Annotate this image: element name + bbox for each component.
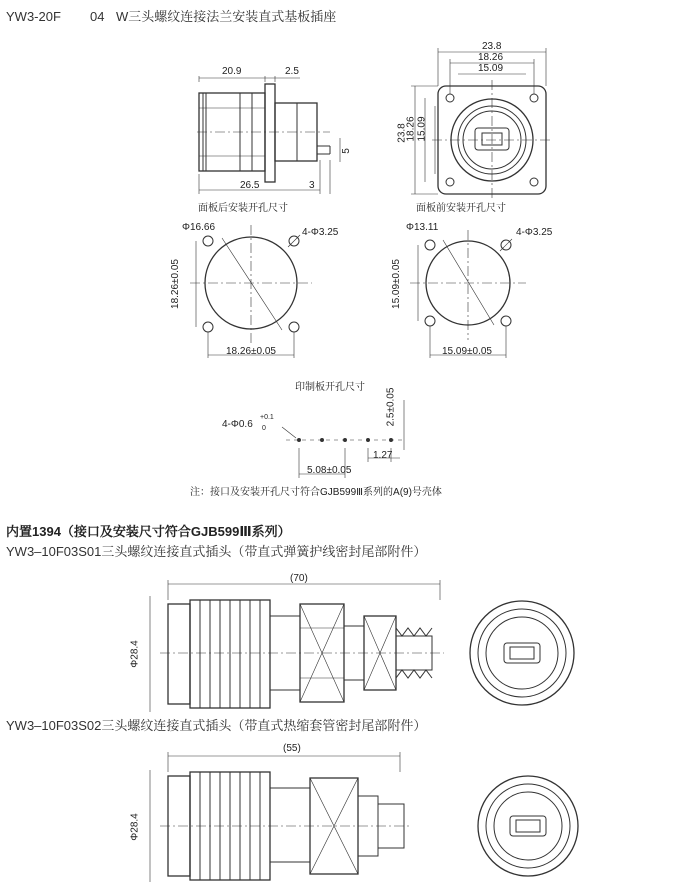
dim-23-8-side: 23.8 <box>396 123 408 143</box>
rear-horizontal: 18.26±0.05 <box>226 346 276 357</box>
dim-18-26-side: 18.26 <box>405 116 417 142</box>
plug2-title: YW3–10F03S02三头螺纹连接直式插头（带直式热缩套管密封尾部附件） <box>6 718 427 733</box>
rear-cutout-title: 面板后安装开孔尺寸 <box>198 203 288 214</box>
front-cutout-title: 面板前安装开孔尺寸 <box>416 203 506 214</box>
header-description: W三头螺纹连接法兰安装直式基板插座 <box>116 9 337 24</box>
plug1-drawing <box>150 580 574 712</box>
plug1-diameter: Φ28.4 <box>129 640 141 668</box>
header-code: 04 <box>90 9 105 24</box>
dim-20-9: 20.9 <box>222 66 242 77</box>
plug1-length: (70) <box>290 573 308 584</box>
dim-23-8-top: 23.8 <box>482 41 502 52</box>
socket-side-view <box>197 76 340 194</box>
front-diameter: Φ13.11 <box>406 222 439 233</box>
pcb-holes: 4-Φ0.6 <box>222 419 253 430</box>
rear-cutout-drawing <box>190 225 312 358</box>
front-holes: 4-Φ3.25 <box>516 227 553 238</box>
plug2-length: (55) <box>283 743 301 754</box>
pcb-title: 印制板开孔尺寸 <box>295 382 365 393</box>
rear-diameter: Φ16.66 <box>182 222 216 233</box>
dim-15-09-side: 15.09 <box>416 116 428 142</box>
pcb-dim-1-27: 1.27 <box>373 450 393 461</box>
rear-holes: 4-Φ3.25 <box>302 227 339 238</box>
dim-2-5: 2.5 <box>285 66 299 77</box>
section2-title: 内置1394（接口及安装尺寸符合GJB599Ⅲ系列） <box>6 524 291 539</box>
dim-18-26-top: 18.26 <box>478 52 504 63</box>
pcb-dim-5-08: 5.08±0.05 <box>307 465 352 476</box>
rear-vertical: 18.26±0.05 <box>169 259 181 309</box>
plug2-diameter: Φ28.4 <box>129 813 141 841</box>
dim-3: 3 <box>309 180 315 191</box>
front-cutout-drawing <box>410 230 526 358</box>
pcb-tol-lower: 0 <box>262 425 266 432</box>
dim-26-5: 26.5 <box>240 180 260 191</box>
front-horizontal: 15.09±0.05 <box>442 346 492 357</box>
plug1-title: YW3–10F03S01三头螺纹连接直式插头（带直式弹簧护线密封尾部附件） <box>6 544 427 559</box>
front-vertical: 15.09±0.05 <box>390 259 402 309</box>
header-model: YW3-20F <box>6 9 61 24</box>
pcb-tol-upper: +0.1 <box>260 414 274 421</box>
plug2-drawing <box>150 752 578 882</box>
dim-15-09-top: 15.09 <box>478 63 504 74</box>
pcb-dim-2-5: 2.5±0.05 <box>385 387 397 427</box>
note: 注：接口及安装开孔尺寸符合GJB599Ⅲ系列的A(9)号壳体 <box>190 487 442 498</box>
dim-5: 5 <box>340 148 352 154</box>
